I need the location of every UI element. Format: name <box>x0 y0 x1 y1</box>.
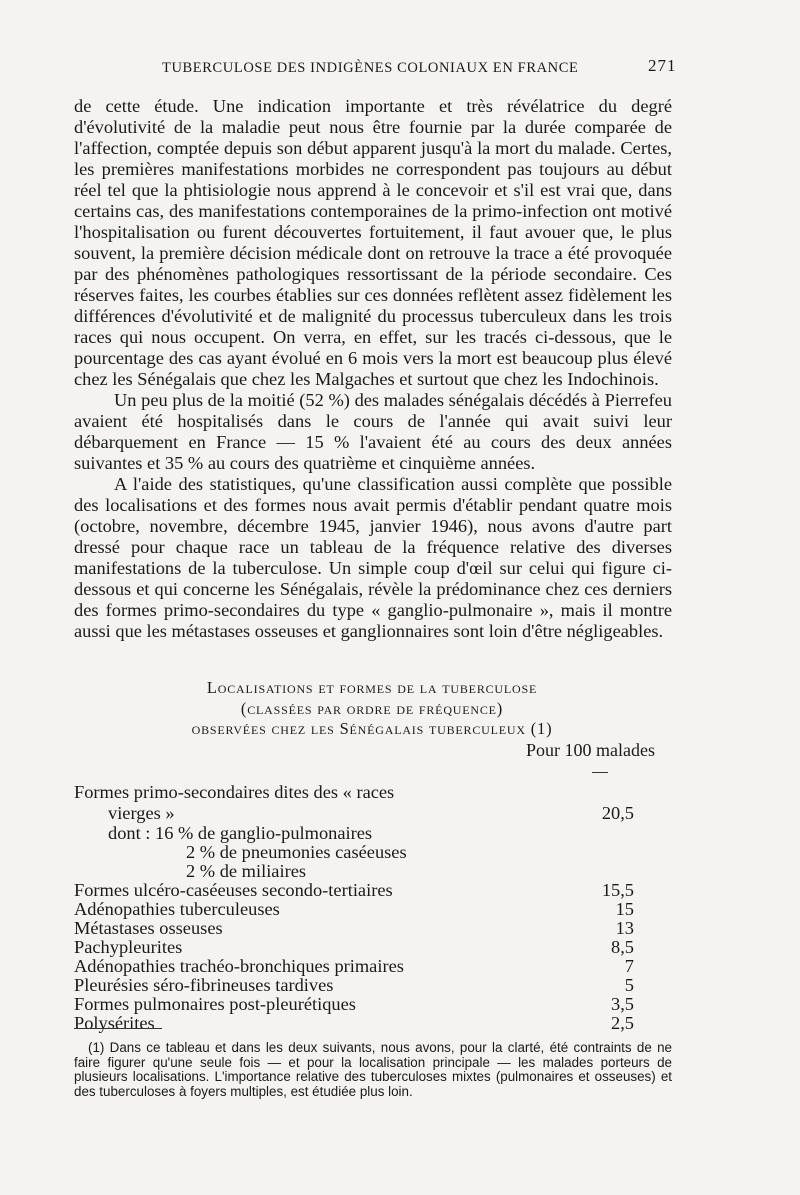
footnote-text: (1) Dans ce tableau et dans les deux suivants, nous avons, pour la clarté, été contraints de ne faire figurer qu'une seule fois — et pour la localisation principale — les malades porteurs de plusieurs localisations. L'importance relative des tuberculoses mixtes (pulmonaires et osseuses) et des tuberculoses à foyers multiples, est étudiée plus loin. <box>74 1040 672 1099</box>
table-title <box>74 678 670 740</box>
row-label: 2 % de pneumonies caséeuses <box>186 842 407 862</box>
row-value: 13 <box>615 918 634 938</box>
row-value: 5 <box>624 975 634 995</box>
table-row <box>74 782 634 803</box>
paragraph: A l'aide des statistiques, qu'une classification aussi complète que possible des localisations et des formes nous avait permis d'établir pendant quatre mois (octobre, novembre, décembre 1945, janvier 1946), nous avons d'autre part dressé pour chaque race un tableau de la fréquence relative des diverses manifestations de la tuberculose. Un simple coup d'œil sur celui qui figure ci-dessous et qui concerne les Sénégalais, révèle la prédominance chez ces derniers des formes primo-secondaires du type « ganglio-pulmonaire », mais il montre aussi que les métastases osseuses et ganglionnaires sont loin d'être négligeables. <box>74 474 672 641</box>
row-label: Adénopathies trachéo-bronchiques primaires <box>74 956 404 976</box>
paragraph: de cette étude. Une indication importante et très révélatrice du degré d'évolutivité de la maladie peut nous être fournie par la durée comparée de l'affection, comptée depuis son début apparent jusqu'à la mort du malade. Certes, les premières manifestations morbides ne correspondent pas toujours au début réel tel que la phtisiologie nous apprend à le concevoir et s'il est vrai que, dans certains cas, des manifestations contemporaines de la primo-infection ont motivé l'hospitalisation ou furent découvertes fortuitement, il faut avouer que, le plus souvent, la première décision médicale dont on retrouve la trace a été provoquée par des phénomènes pathologiques ressortissant de la période secondaire. Ces réserves faites, les courbes établies sur ces données reflètent assez fidèlement les différences d'évolutivité et de malignité du processus tuberculeux dans les trois races qui nous occupent. On verra, en effet, sur les tracés ci-dessous, que le pourcentage des cas ayant évolué en 6 mois vers la mort est beaucoup plus élevé chez les Sénégalais que chez les Malgaches et surtout que chez les Indochinois. <box>74 96 672 389</box>
table-row <box>74 956 634 977</box>
row-label: Formes ulcéro-caséeuses secondo-tertiaires <box>74 880 393 900</box>
table-row <box>74 842 634 863</box>
row-label: vierges » <box>108 803 175 823</box>
row-label: Formes primo-secondaires dites des « races <box>74 782 395 802</box>
table-row <box>74 803 634 824</box>
row-label: 2 % de miliaires <box>186 861 307 881</box>
row-value: 8,5 <box>611 937 634 957</box>
table-title-line: Localisations et formes de la tuberculose <box>206 678 538 697</box>
row-label: Adénopathies tuberculeuses <box>74 899 280 919</box>
column-header: Pour 100 malades <box>526 740 655 760</box>
running-header: TUBERCULOSE DES INDIGÈNES COLONIAUX EN FRANCE <box>162 60 579 76</box>
body-text <box>74 96 672 642</box>
table-title-line: observées chez les Sénégalais tuberculeux (1) <box>191 719 553 738</box>
table-row <box>74 861 634 882</box>
row-label: Formes pulmonaires post-pleurétiques <box>74 994 356 1014</box>
table-row <box>74 899 634 920</box>
table-row <box>74 937 634 958</box>
table-row <box>74 823 634 844</box>
page-number: 271 <box>648 56 677 75</box>
table-row <box>74 994 634 1015</box>
column-header-dash <box>592 772 608 773</box>
table-row <box>74 918 634 939</box>
row-value: 2,5 <box>611 1013 634 1033</box>
footnote <box>74 1041 672 1099</box>
paragraph: Un peu plus de la moitié (52 %) des malades sénégalais décédés à Pierrefeu avaient été hospitalisés dans le cours de l'année qui avait suivi leur débarquement en France — 15 % l'avaient été au cours des deux années suivantes et 35 % au cours des quatrième et cinquième années. <box>74 390 672 473</box>
row-label: Pachypleurites <box>74 937 183 957</box>
row-value: 7 <box>624 956 634 976</box>
row-label: Pleurésies séro-fibrineuses tardives <box>74 975 334 995</box>
row-label: Métastases osseuses <box>74 918 223 938</box>
row-value: 15 <box>615 899 634 919</box>
table-title-line: (classées par ordre de fréquence) <box>240 698 504 718</box>
table-row <box>74 975 634 996</box>
row-label: Polysérites <box>74 1013 155 1033</box>
row-value: 3,5 <box>611 994 634 1014</box>
row-value: 20,5 <box>601 803 634 823</box>
row-label: dont : 16 % de ganglio-pulmonaires <box>108 823 373 843</box>
row-value: 15,5 <box>601 880 634 900</box>
footnote-rule <box>74 1028 162 1029</box>
table-row <box>74 1013 634 1034</box>
table-row <box>74 880 634 901</box>
